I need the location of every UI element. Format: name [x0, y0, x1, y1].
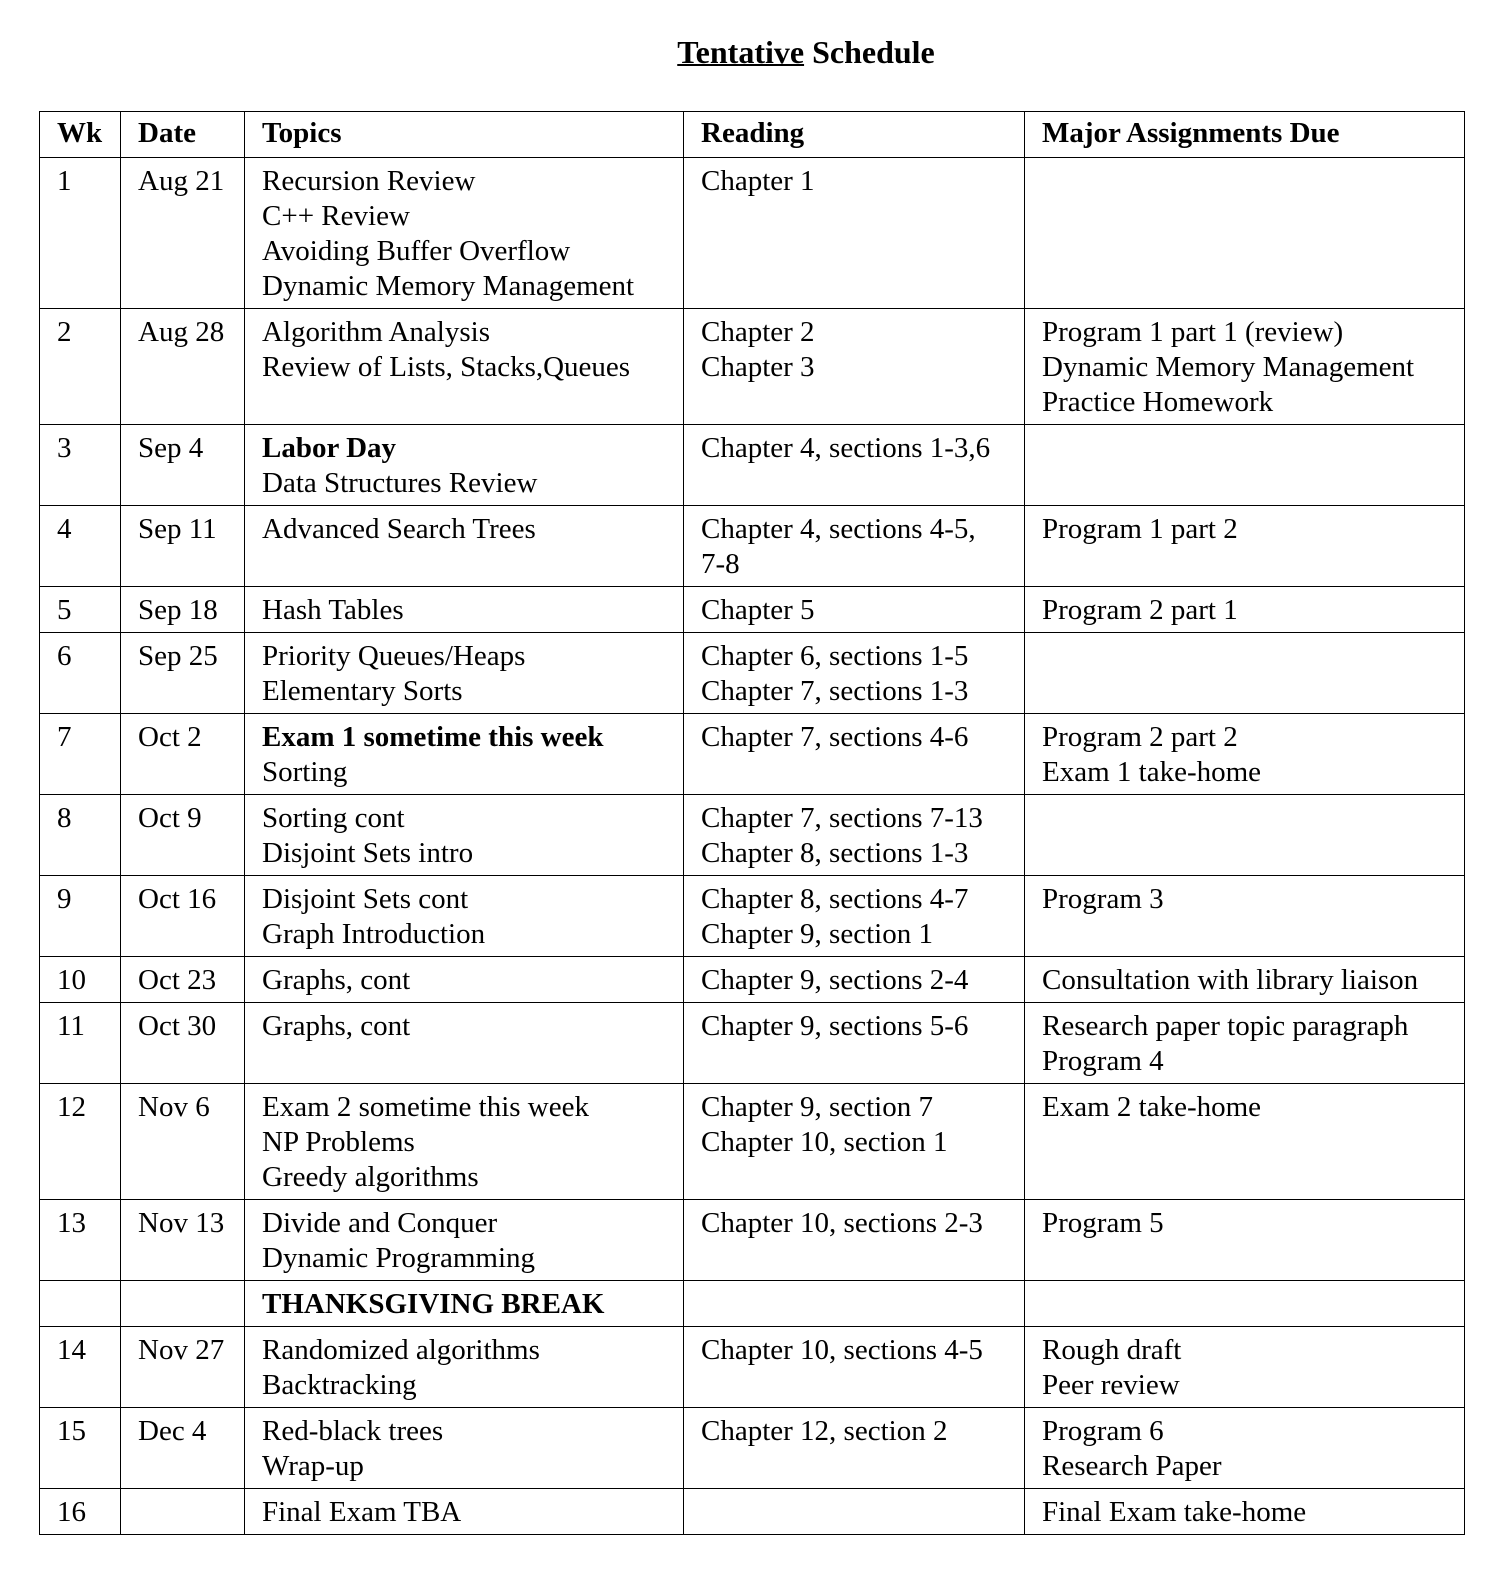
week-cell-line: 14 [57, 1334, 86, 1366]
week-cell-line: 1 [57, 165, 72, 197]
topics-cell [245, 1408, 684, 1489]
reading-cell-line: Chapter 9, sections 2-4 [701, 964, 969, 996]
week-cell [40, 158, 121, 309]
topics-cell [245, 1084, 684, 1200]
assignments-cell [1025, 1327, 1465, 1408]
assignments-cell-line: Practice Homework [1042, 386, 1274, 418]
date-cell [121, 633, 245, 714]
week-cell [40, 1327, 121, 1408]
topics-cell-line: Recursion Review [262, 165, 476, 197]
reading-cell-line: Chapter 1 [701, 165, 815, 197]
week-cell-line: 6 [57, 640, 72, 672]
topics-cell-line: Labor Day [262, 432, 397, 464]
reading-cell-line: Chapter 9, section 7 [701, 1091, 933, 1123]
date-cell [121, 1003, 245, 1084]
week-cell [40, 795, 121, 876]
header-reading: Reading [684, 112, 1025, 158]
date-cell [121, 1327, 245, 1408]
assignments-cell-line: Exam 1 take-home [1042, 756, 1262, 788]
date-cell [121, 1084, 245, 1200]
assignments-cell-line: Program 2 part 2 [1042, 721, 1238, 753]
reading-cell-line: Chapter 10, sections 4-5 [701, 1334, 983, 1366]
topics-cell [245, 714, 684, 795]
reading-cell-line: Chapter 8, sections 4-7 [701, 883, 969, 915]
reading-cell [684, 1408, 1025, 1489]
week-cell-line: 12 [57, 1091, 86, 1123]
table-row [40, 957, 1465, 1003]
topics-cell-line: Graph Introduction [262, 918, 486, 950]
reading-cell-line: Chapter 10, sections 2-3 [701, 1207, 983, 1239]
date-cell [121, 1489, 245, 1535]
header-assignments: Major Assignments Due [1025, 112, 1465, 158]
topics-cell-line: Exam 2 sometime this week [262, 1091, 589, 1123]
date-cell [121, 1408, 245, 1489]
assignments-cell [1025, 158, 1465, 309]
reading-cell [684, 1003, 1025, 1084]
assignments-cell-line: Peer review [1042, 1369, 1180, 1401]
date-cell-line: Dec 4 [138, 1415, 207, 1447]
assignments-cell [1025, 876, 1465, 957]
date-cell-line: Sep 11 [138, 513, 217, 545]
table-row [40, 1327, 1465, 1408]
topics-cell-line: Priority Queues/Heaps [262, 640, 526, 672]
reading-cell-line: Chapter 3 [701, 351, 815, 383]
week-cell-line: 4 [57, 513, 72, 545]
assignments-cell [1025, 506, 1465, 587]
date-cell-line: Oct 23 [138, 964, 217, 996]
week-cell-line: 15 [57, 1415, 86, 1447]
topics-cell-line: Dynamic Memory Management [262, 270, 635, 302]
week-cell [40, 957, 121, 1003]
table-row [40, 587, 1465, 633]
date-cell-line: Sep 25 [138, 640, 218, 672]
table-row [40, 633, 1465, 714]
week-cell [40, 1084, 121, 1200]
date-cell [121, 425, 245, 506]
date-cell-line: Nov 13 [138, 1207, 225, 1239]
date-cell-line: Oct 9 [138, 802, 202, 834]
topics-cell [245, 1489, 684, 1535]
week-cell-line: 5 [57, 594, 72, 626]
date-cell [121, 1281, 245, 1327]
reading-cell [684, 1489, 1025, 1535]
reading-cell [684, 1084, 1025, 1200]
week-cell-line: 9 [57, 883, 72, 915]
topics-cell-line: Elementary Sorts [262, 675, 463, 707]
reading-cell [684, 876, 1025, 957]
assignments-cell-line: Program 4 [1042, 1045, 1164, 1077]
reading-cell [684, 1200, 1025, 1281]
reading-cell [684, 1327, 1025, 1408]
assignments-cell-line: Research paper topic paragraph [1042, 1010, 1409, 1042]
topics-cell-line: Disjoint Sets intro [262, 837, 474, 869]
title-underlined: Tentative [677, 34, 805, 70]
reading-cell [684, 633, 1025, 714]
topics-cell [245, 795, 684, 876]
assignments-cell [1025, 1489, 1465, 1535]
assignments-cell-line: Exam 2 take-home [1042, 1091, 1262, 1123]
week-cell [40, 714, 121, 795]
date-cell-line: Sep 18 [138, 594, 218, 626]
topics-cell-line: C++ Review [262, 200, 410, 232]
assignments-cell [1025, 795, 1465, 876]
assignments-cell [1025, 587, 1465, 633]
table-row [40, 1281, 1465, 1327]
date-cell-line: Nov 6 [138, 1091, 210, 1123]
date-cell [121, 506, 245, 587]
date-cell [121, 309, 245, 425]
assignments-cell [1025, 1281, 1465, 1327]
header-date: Date [121, 112, 245, 158]
date-cell-line: Oct 30 [138, 1010, 217, 1042]
date-cell-line: Aug 21 [138, 165, 225, 197]
topics-cell-line: Data Structures Review [262, 467, 538, 499]
date-cell-line: Sep 4 [138, 432, 204, 464]
topics-cell-line: Graphs, cont [262, 1010, 411, 1042]
topics-cell [245, 633, 684, 714]
reading-cell-line: Chapter 9, section 1 [701, 918, 933, 950]
week-cell-line: 10 [57, 964, 86, 996]
reading-cell [684, 714, 1025, 795]
week-cell [40, 587, 121, 633]
reading-cell-line: Chapter 5 [701, 594, 815, 626]
date-cell [121, 158, 245, 309]
reading-cell [684, 309, 1025, 425]
header-topics: Topics [245, 112, 684, 158]
week-cell-line: 16 [57, 1496, 86, 1528]
table-row [40, 506, 1465, 587]
topics-cell-line: Avoiding Buffer Overflow [262, 235, 571, 267]
week-cell [40, 309, 121, 425]
topics-cell-line: Dynamic Programming [262, 1242, 536, 1274]
topics-cell [245, 1281, 684, 1327]
assignments-cell-line: Consultation with library liaison [1042, 964, 1419, 996]
table-row [40, 158, 1465, 309]
assignments-cell-line: Program 1 part 2 [1042, 513, 1238, 545]
date-cell [121, 957, 245, 1003]
assignments-cell-line: Program 3 [1042, 883, 1164, 915]
topics-cell-line: Wrap-up [262, 1450, 364, 1482]
topics-cell-line: Backtracking [262, 1369, 417, 1401]
topics-cell [245, 425, 684, 506]
assignments-cell-line: Final Exam take-home [1042, 1496, 1307, 1528]
week-cell [40, 1408, 121, 1489]
reading-cell [684, 957, 1025, 1003]
topics-cell-line: Sorting [262, 756, 348, 788]
assignments-cell-line: Program 2 part 1 [1042, 594, 1238, 626]
week-cell [40, 633, 121, 714]
assignments-cell [1025, 425, 1465, 506]
week-cell [40, 1200, 121, 1281]
assignments-cell-line: Program 6 [1042, 1415, 1164, 1447]
topics-cell [245, 587, 684, 633]
table-row [40, 1489, 1465, 1535]
schedule-table [39, 111, 1465, 1535]
reading-cell-line: Chapter 8, sections 1-3 [701, 837, 969, 869]
topics-cell-line: NP Problems [262, 1126, 415, 1158]
topics-cell-line: Algorithm Analysis [262, 316, 490, 348]
topics-cell-line: Advanced Search Trees [262, 513, 536, 545]
table-row [40, 1408, 1465, 1489]
topics-cell-line: Red-black trees [262, 1415, 444, 1447]
header-row [40, 112, 1465, 158]
week-cell-line: 8 [57, 802, 72, 834]
reading-cell-line: Chapter 7, sections 4-6 [701, 721, 969, 753]
assignments-cell [1025, 1003, 1465, 1084]
reading-cell-line: Chapter 2 [701, 316, 815, 348]
topics-cell [245, 876, 684, 957]
week-cell-line: 13 [57, 1207, 86, 1239]
topics-cell-line: Sorting cont [262, 802, 405, 834]
topics-cell-line: Disjoint Sets cont [262, 883, 469, 915]
reading-cell-line: Chapter 10, section 1 [701, 1126, 948, 1158]
table-row [40, 795, 1465, 876]
assignments-cell-line: Program 5 [1042, 1207, 1164, 1239]
reading-cell [684, 1281, 1025, 1327]
topics-cell [245, 957, 684, 1003]
table-row [40, 1200, 1465, 1281]
assignments-cell [1025, 1084, 1465, 1200]
reading-cell-line: Chapter 12, section 2 [701, 1415, 948, 1447]
reading-cell-line: Chapter 6, sections 1-5 [701, 640, 969, 672]
topics-cell-line: THANKSGIVING BREAK [262, 1288, 605, 1320]
week-cell [40, 1281, 121, 1327]
assignments-cell [1025, 957, 1465, 1003]
reading-cell [684, 425, 1025, 506]
topics-cell [245, 309, 684, 425]
date-cell-line: Oct 16 [138, 883, 217, 915]
week-cell-line: 7 [57, 721, 72, 753]
assignments-cell-line: Research Paper [1042, 1450, 1222, 1482]
date-cell-line: Aug 28 [138, 316, 225, 348]
title-rest: Schedule [804, 34, 935, 70]
date-cell [121, 714, 245, 795]
assignments-cell-line: Rough draft [1042, 1334, 1182, 1366]
reading-cell [684, 795, 1025, 876]
topics-cell-line: Graphs, cont [262, 964, 411, 996]
week-cell [40, 876, 121, 957]
date-cell-line: Nov 27 [138, 1334, 225, 1366]
topics-cell [245, 1200, 684, 1281]
date-cell [121, 795, 245, 876]
week-cell [40, 1489, 121, 1535]
topics-cell-line: Final Exam TBA [262, 1496, 462, 1528]
date-cell-line: Oct 2 [138, 721, 202, 753]
reading-cell-line: Chapter 7, sections 1-3 [701, 675, 969, 707]
assignments-cell [1025, 1200, 1465, 1281]
header-wk: Wk [40, 112, 121, 158]
topics-cell-line: Exam 1 sometime this week [262, 721, 604, 753]
table-row [40, 1003, 1465, 1084]
table-row [40, 309, 1465, 425]
topics-cell-line: Hash Tables [262, 594, 404, 626]
table-row [40, 876, 1465, 957]
assignments-cell [1025, 309, 1465, 425]
assignments-cell [1025, 633, 1465, 714]
topics-cell-line: Randomized algorithms [262, 1334, 540, 1366]
reading-cell [684, 158, 1025, 309]
date-cell [121, 1200, 245, 1281]
week-cell [40, 506, 121, 587]
assignments-cell [1025, 1408, 1465, 1489]
week-cell-line: 2 [57, 316, 72, 348]
topics-cell [245, 506, 684, 587]
date-cell [121, 587, 245, 633]
topics-cell [245, 1327, 684, 1408]
table-row [40, 714, 1465, 795]
topics-cell [245, 1003, 684, 1084]
assignments-cell-line: Program 1 part 1 (review) [1042, 316, 1344, 348]
topics-cell-line: Review of Lists, Stacks,Queues [262, 351, 631, 383]
reading-cell-line: Chapter 7, sections 7-13 [701, 802, 983, 834]
table-row [40, 425, 1465, 506]
topics-cell-line: Greedy algorithms [262, 1161, 479, 1193]
reading-cell-line: 7-8 [701, 548, 740, 580]
week-cell-line: 11 [57, 1010, 85, 1042]
reading-cell-line: Chapter 9, sections 5-6 [701, 1010, 969, 1042]
reading-cell-line: Chapter 4, sections 1-3,6 [701, 432, 991, 464]
document-title [0, 34, 1512, 71]
reading-cell [684, 506, 1025, 587]
week-cell-line: 3 [57, 432, 72, 464]
assignments-cell-line: Dynamic Memory Management [1042, 351, 1415, 383]
assignments-cell [1025, 714, 1465, 795]
week-cell [40, 1003, 121, 1084]
week-cell [40, 425, 121, 506]
topics-cell-line: Divide and Conquer [262, 1207, 498, 1239]
topics-cell [245, 158, 684, 309]
reading-cell [684, 587, 1025, 633]
schedule-body [40, 158, 1465, 1535]
table-row [40, 1084, 1465, 1200]
date-cell [121, 876, 245, 957]
reading-cell-line: Chapter 4, sections 4-5, [701, 513, 976, 545]
